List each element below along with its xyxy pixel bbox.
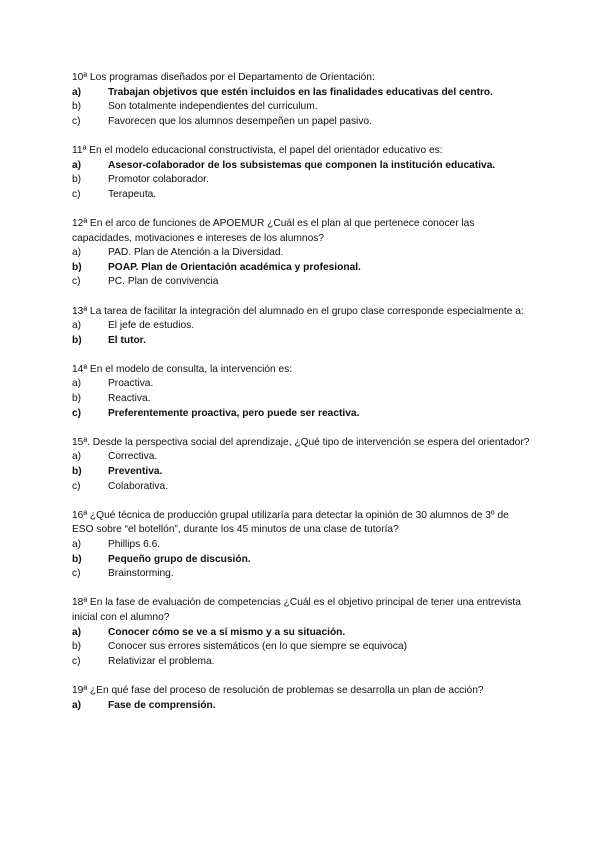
option-text: El tutor. [108,334,146,346]
answer-option [72,567,532,582]
answer-option [72,115,532,130]
option-text: Pequeño grupo de discusión. [108,553,251,565]
answer-option [72,377,532,392]
option-letter: a) [72,699,82,711]
option-text: Promotor colaborador. [108,174,209,186]
option-letter: b) [72,553,82,565]
option-letter: b) [72,174,82,186]
option-text: Favorecen que los alumnos desempeñen un papel pasivo. [108,115,372,127]
option-text: POAP. Plan de Orientación académica y profesional. [108,261,361,273]
question-text: 10ª Los programas diseñados por el Departamento de Orientación: [72,72,375,83]
answer-option-correct [72,261,532,276]
question-text: 12ª En el arco de funciones de APOEMUR ¿Cuál es el plan al que pertenece conocer las capacidades, motivaciones e intereses de los alumnos? [72,217,475,244]
question-text: 18ª En la fase de evaluación de competencias ¿Cuál es el objetivo principal de tener una entrevista inicial con el alumno? [72,597,521,623]
option-text: PAD. Plan de Atención a la Diversidad. [108,247,284,259]
option-letter: a) [72,159,82,171]
option-letter: c) [72,407,82,419]
question-block [72,144,532,202]
answer-option [72,538,532,553]
option-text: Preferentemente proactiva, pero puede ser reactiva. [108,407,360,419]
answer-option [72,275,532,290]
question-block [72,436,532,494]
option-letter: b) [72,261,82,273]
option-letter: a) [72,378,82,390]
option-text: PC. Plan de convivencia [108,276,219,288]
option-letter: c) [72,188,81,200]
question-block [72,363,532,421]
answer-option [72,480,532,495]
answer-option-correct [72,553,532,568]
option-letter: b) [72,101,82,113]
answer-option [72,173,532,188]
question-block [72,71,532,129]
option-letter: c) [72,655,81,667]
option-text: Colaborativa. [108,480,169,492]
question-list [72,71,532,728]
option-text: El jefe de estudios. [108,320,195,332]
option-letter: b) [72,466,82,478]
question-text: 16ª ¿Qué técnica de producción grupal utilizaría para detectar la opinión de 30 alumnos de 3º de ESO sobre “el botellón”, durante los 45 minutos de una clase de tutoría? [72,509,509,536]
question-text: 14ª En el modelo de consulta, la intervención es: [72,363,293,375]
answer-option-correct [72,699,532,714]
question-block [72,596,532,669]
answer-option [72,640,532,655]
option-letter: a) [72,451,82,463]
answer-option-correct [72,626,532,641]
option-text: Conocer cómo se ve a sí mismo y a su situación. [108,626,346,638]
option-letter: c) [72,568,81,580]
option-letter: a) [72,247,82,259]
option-letter: b) [72,641,82,653]
question-text: 11ª En el modelo educacional constructivista, el papel del orientador educativo es: [72,144,443,156]
answer-option [72,450,532,465]
option-text: Relativizar el problema. [108,655,215,667]
answer-option-correct [72,407,532,422]
answer-option-correct [72,334,532,349]
option-text: Conocer sus errores sistemáticos (en lo que siempre se equivoca) [108,641,407,653]
answer-option [72,100,532,115]
question-text: 19ª ¿En qué fase del proceso de resolución de problemas se desarrolla un plan de acción? [72,684,484,696]
option-text: Son totalmente independientes del curriculum. [108,101,318,113]
question-text: 13ª La tarea de facilitar la integración del alumnado en el grupo clase corresponde especialmente a: [72,305,524,317]
option-text: Reactiva. [108,393,151,405]
answer-option [72,246,532,261]
option-letter: b) [72,334,82,346]
option-text: Preventiva. [108,466,163,478]
question-block [72,305,532,349]
question-block [72,509,532,582]
answer-option-correct [72,86,532,101]
option-text: Asesor-colaborador de los subsistemas que componen la institución educativa. [108,159,496,171]
answer-option-correct [72,465,532,480]
answer-option [72,655,532,670]
answer-option [72,319,532,334]
option-letter: c) [72,276,81,288]
option-letter: a) [72,626,82,638]
question-text: 15ª. Desde la perspectiva social del aprendizaje, ¿Qué tipo de intervención se espera del orientador? [72,436,530,448]
option-letter: c) [72,115,81,127]
option-text: Phillips 6.6. [108,539,161,550]
question-block [72,217,532,290]
option-letter: c) [72,480,81,492]
option-text: Terapeuta. [108,188,157,200]
option-letter: a) [72,539,82,550]
question-block [72,684,532,713]
option-text: Proactiva. [108,378,154,390]
option-letter: b) [72,393,82,405]
option-text: Fase de comprensión. [108,699,216,711]
option-letter: a) [72,320,82,332]
answer-option [72,392,532,407]
option-text: Correctiva. [108,451,158,463]
answer-option-correct [72,159,532,174]
option-text: Trabajan objetivos que estén incluidos en las finalidades educativas del centro. [108,86,493,98]
answer-option [72,188,532,203]
option-letter: a) [72,86,82,98]
option-text: Brainstorming. [108,568,174,580]
